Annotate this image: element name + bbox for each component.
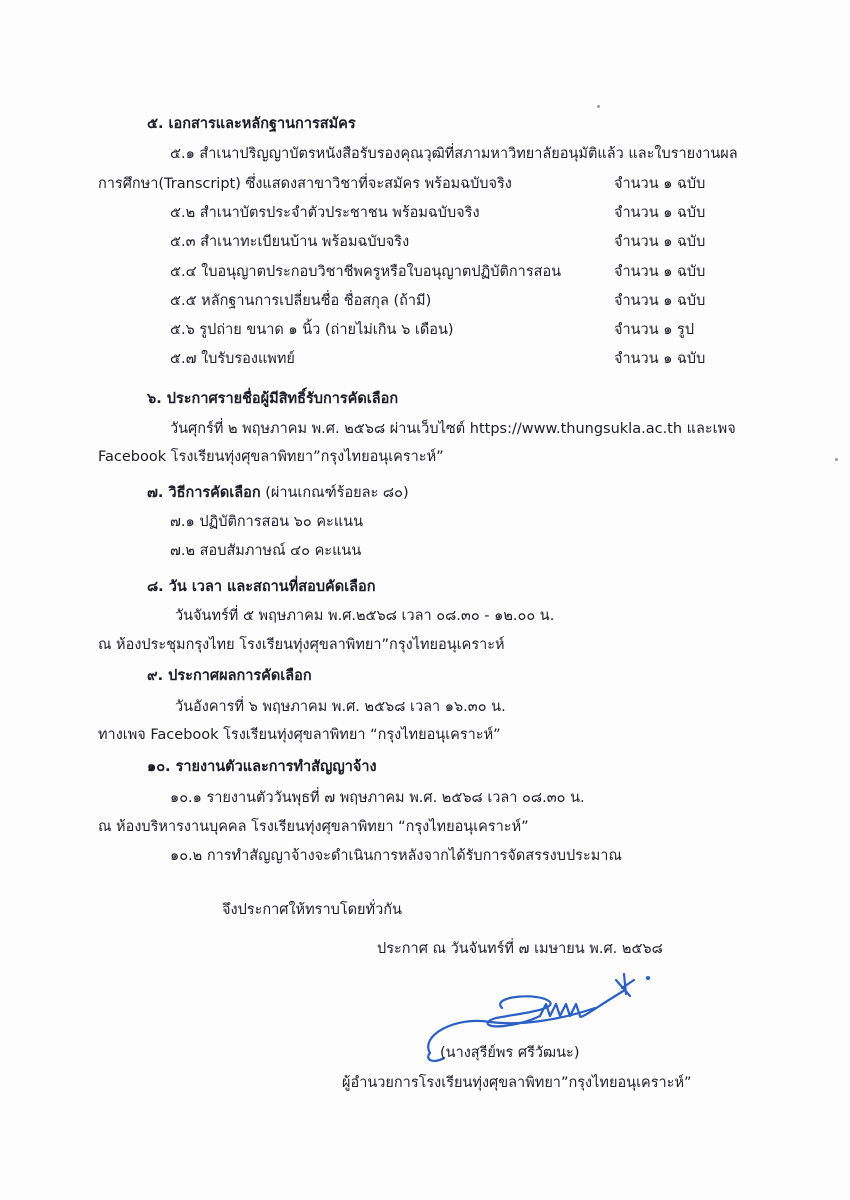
section-5-item-3-amount: จำนวน ๑ ฉบับ (614, 234, 706, 250)
section-5-item-3: ๕.๓ สำเนาทะเบียนบ้าน พร้อมฉบับจริง (170, 234, 410, 250)
section-5-item-1-amount: จำนวน ๑ ฉบับ (614, 176, 706, 192)
section-9-line-2: ทางเพจ Facebook โรงเรียนทุ่งศุขลาพิทยา “กรุงไทยอนุเคราะห์” (98, 727, 501, 743)
section-7-item-2: ๗.๒ สอบสัมภาษณ์ ๔๐ คะแนน (170, 543, 362, 559)
closing-announcement: จึงประกาศให้ทราบโดยทั่วกัน (222, 902, 402, 918)
section-5-item-2: ๕.๒ สำเนาบัตรประจำตัวประชาชน พร้อมฉบับจริง (170, 205, 480, 221)
section-7-heading: ๗. วิธีการคัดเลือก (147, 485, 261, 501)
announcement-date: ประกาศ ณ วันจันทร์ที่ ๗ เมษายน พ.ศ. ๒๕๖๘ (377, 941, 663, 957)
section-10-item-1-line-1: ๑๐.๑ รายงานตัววันพุธที่ ๗ พฤษภาคม พ.ศ. ๒๕๖๘ เวลา ๐๘.๓๐ น. (170, 790, 585, 806)
section-8-heading: ๘. วัน เวลา และสถานที่สอบคัดเลือก (147, 579, 376, 595)
signer-title: ผู้อำนวยการโรงเรียนทุ่งศุขลาพิทยา”กรุงไทยอนุเคราะห์” (342, 1075, 692, 1091)
scan-speck (597, 105, 600, 108)
section-8-line-1: วันจันทร์ที่ ๕ พฤษภาคม พ.ศ.๒๕๖๘ เวลา ๐๘.๓๐ - ๑๒.๐๐ น. (175, 608, 555, 624)
section-7-heading-note: (ผ่านเกณฑ์ร้อยละ ๘๐) (260, 485, 409, 501)
section-9-line-1: วันอังคารที่ ๖ พฤษภาคม พ.ศ. ๒๕๖๘ เวลา ๑๖.๓๐ น. (175, 699, 506, 715)
scan-speck (835, 458, 838, 461)
section-6-heading: ๖. ประกาศรายชื่อผู้มีสิทธิ์รับการคัดเลือก (147, 391, 399, 407)
signer-name: (นางสุรีย์พร ศรีวัฒนะ) (440, 1045, 580, 1061)
section-5-item-7-amount: จำนวน ๑ ฉบับ (614, 351, 706, 367)
section-10-item-1-line-2: ณ ห้องบริหารงานบุคคล โรงเรียนทุ่งศุขลาพิทยา “กรุงไทยอนุเคราะห์” (98, 819, 529, 835)
section-5-item-4: ๕.๔ ใบอนุญาตประกอบวิชาชีพครูหรือใบอนุญาตปฏิบัติการสอน (170, 264, 562, 280)
section-10-heading: ๑๐. รายงานตัวและการทำสัญญาจ้าง (147, 759, 377, 775)
section-5-heading: ๕. เอกสารและหลักฐานการสมัคร (147, 116, 356, 132)
section-6-line-1: วันศุกร์ที่ ๒ พฤษภาคม พ.ศ. ๒๕๖๘ ผ่านเว็บไซต์ https://www.thungsukla.ac.th และเพจ (170, 421, 736, 437)
section-8-line-2: ณ ห้องประชุมกรุงไทย โรงเรียนทุ่งศุขลาพิทยา”กรุงไทยอนุเคราะห์ (98, 637, 505, 653)
section-5-item-5: ๕.๕ หลักฐานการเปลี่ยนชื่อ ชื่อสกุล (ถ้ามี) (170, 293, 432, 309)
section-5-item-5-amount: จำนวน ๑ ฉบับ (614, 293, 706, 309)
section-9-heading: ๙. ประกาศผลการคัดเลือก (147, 668, 312, 684)
section-10-item-2: ๑๐.๒ การทำสัญญาจ้างจะดำเนินการหลังจากได้รับการจัดสรรงบประมาณ (170, 848, 622, 864)
section-5-item-1-line-2: การศึกษา(Transcript) ซึ่งแสดงสาขาวิชาที่จะสมัคร พร้อมฉบับจริง (98, 176, 512, 192)
section-7-heading-row (147, 483, 409, 503)
section-5-item-6: ๕.๖ รูปถ่าย ขนาด ๑ นิ้ว (ถ่ายไม่เกิน ๖ เดือน) (170, 322, 454, 338)
section-7-item-1: ๗.๑ ปฏิบัติการสอน ๖๐ คะแนน (170, 514, 363, 530)
section-5-item-4-amount: จำนวน ๑ ฉบับ (614, 264, 706, 280)
section-5-item-2-amount: จำนวน ๑ ฉบับ (614, 205, 706, 221)
section-5-item-7: ๕.๗ ใบรับรองแพทย์ (170, 351, 295, 367)
section-5-item-6-amount: จำนวน ๑ รูป (614, 322, 695, 338)
section-6-line-2: Facebook โรงเรียนทุ่งศุขลาพิทยา”กรุงไทยอนุเคราะห์” (98, 449, 444, 465)
section-5-item-1-line-1: ๕.๑ สำเนาปริญญาบัตรหนังสือรับรองคุณวุฒิที่สภามหาวิทยาลัยอนุมัติแล้ว และใบรายงานผล (170, 146, 738, 162)
